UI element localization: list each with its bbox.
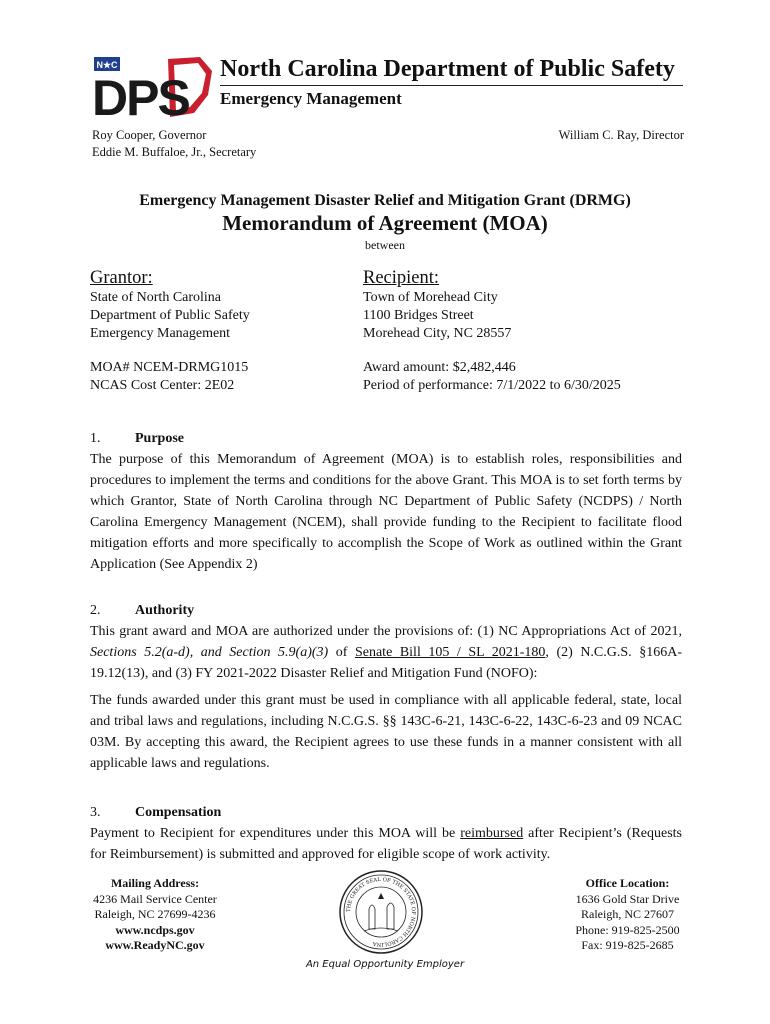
recipient-heading: Recipient: <box>363 268 440 288</box>
section-heading <box>90 428 682 449</box>
director-line: William C. Ray, Director <box>558 128 684 142</box>
logo-badge-text: N★C <box>96 60 118 70</box>
award-amount: Award amount: $2,482,446 <box>363 360 516 375</box>
compensation-text-part: after Recipient’s (Requests for Reimbursement) is submitted and approved for eligible scope of work activity. <box>90 826 682 862</box>
fax-line: Fax: 919-825-2685 <box>581 938 674 952</box>
grantor-line: Emergency Management <box>90 326 231 341</box>
section-title: Purpose <box>135 431 184 446</box>
grantor-line: State of North Carolina <box>90 290 222 305</box>
svg-text:THE GREAT SEAL OF THE STATE OF <box>346 877 416 947</box>
performance-period: Period of performance: 7/1/2022 to 6/30/2025 <box>363 378 621 393</box>
grantor-line: Department of Public Safety <box>90 308 250 323</box>
website-link[interactable]: www.ncdps.gov <box>115 922 195 937</box>
department-name: North Carolina Department of Public Safety <box>220 56 675 82</box>
reimbursed-word: reimbursed <box>460 826 524 841</box>
mailing-line: 4236 Mail Service Center <box>93 891 217 906</box>
document-subtitle: Memorandum of Agreement (MOA) <box>222 211 548 235</box>
between-label: between <box>365 238 405 252</box>
seal-text: THE GREAT SEAL OF THE STATE OF NORTH CAROLINA <box>345 876 417 948</box>
section-authority <box>90 600 682 684</box>
state-seal <box>338 869 424 955</box>
authority-sections: Sections 5.2(a-d), and Section 5.9(a)(3) <box>90 645 329 660</box>
section-purpose <box>90 428 682 575</box>
senate-bill-link[interactable]: Senate Bill 105 / SL 2021-180 <box>354 645 546 660</box>
logo-text: DPS <box>92 70 189 120</box>
section-title: Compensation <box>135 805 222 820</box>
authority-text-part: , (2) N.C.G.S. §166A-19.12(13), and (3) FY 2021-2022 Disaster Relief and Mitigation Fund (NOFO): <box>90 645 682 681</box>
governor-line: Roy Cooper, Governor <box>92 128 207 142</box>
grantor-heading: Grantor: <box>90 268 153 288</box>
section-number: 1. <box>90 431 101 446</box>
grantor-address <box>90 289 250 343</box>
dps-logo <box>90 55 215 120</box>
authority-compliance-text: The funds awarded under this grant must be used in compliance with all applicable federal, state, local and tribal laws and regulations, including N.C.G.S. §§ 143C-6-21, 143C-6-22, 143C-6-23 and 09 NCAC 03M. By accepting this award, the Recipient agrees to use these funds in a manner consistent with all applicable laws and regulations. <box>90 693 682 771</box>
section-number: 3. <box>90 805 101 820</box>
recipient-line: Town of Morehead City <box>363 290 498 305</box>
division-name: Emergency Management <box>220 89 402 108</box>
purpose-text: The purpose of this Memorandum of Agreement (MOA) is to establish roles, responsibilities and procedures to implement the terms and conditions for the above Grant. This MOA is to set forth terms by which Grantor, State of North Carolina through NC Department of Public Safety (NCDPS) / North Carolina Emergency Management (NCEM), shall provide funding to the Recipient to facilitate flood mitigation efforts and more specifically to accomplish the Scope of Work as outlined within the Grant Application (See Appendix 2) <box>90 452 682 572</box>
compensation-text-part: Payment to Recipient for expenditures under this MOA will be <box>90 826 461 841</box>
recipient-line: 1100 Bridges Street <box>363 308 474 323</box>
office-location <box>565 876 690 954</box>
document-title: Emergency Management Disaster Relief and Mitigation Grant (DRMG) <box>139 192 631 209</box>
office-line: 1636 Gold Star Drive <box>575 891 680 906</box>
recipient-address <box>363 289 511 343</box>
phone-line: Phone: 919-825-2500 <box>575 922 680 937</box>
letterhead-rule <box>220 85 683 86</box>
section-heading <box>90 802 682 823</box>
equal-opportunity-tagline: An Equal Opportunity Employer <box>305 959 465 970</box>
website-link[interactable]: www.ReadyNC.gov <box>105 938 205 952</box>
office-heading: Office Location: <box>585 876 670 890</box>
award-details <box>363 359 621 395</box>
cost-center: NCAS Cost Center: 2E02 <box>90 378 235 393</box>
mailing-heading: Mailing Address: <box>110 876 200 890</box>
section-compensation <box>90 802 682 865</box>
moa-number: MOA# NCEM-DRMG1015 <box>90 360 249 375</box>
mailing-address <box>80 876 230 954</box>
grantor-ids <box>90 359 248 395</box>
recipient-line: Morehead City, NC 28557 <box>363 326 512 341</box>
compensation-text <box>90 823 682 865</box>
secretary-line: Eddie M. Buffaloe, Jr., Secretary <box>92 145 257 159</box>
section-number: 2. <box>90 603 101 618</box>
office-line: Raleigh, NC 27607 <box>581 907 674 921</box>
section-title: Authority <box>135 603 195 618</box>
section-heading <box>90 600 682 621</box>
authority-text-part: of <box>328 645 355 660</box>
authority-text <box>90 621 682 684</box>
authority-text-part: This grant award and MOA are authorized under the provisions of: (1) NC Appropriations Act of 2021, <box>90 624 682 639</box>
mailing-line: Raleigh, NC 27699-4236 <box>94 907 216 921</box>
